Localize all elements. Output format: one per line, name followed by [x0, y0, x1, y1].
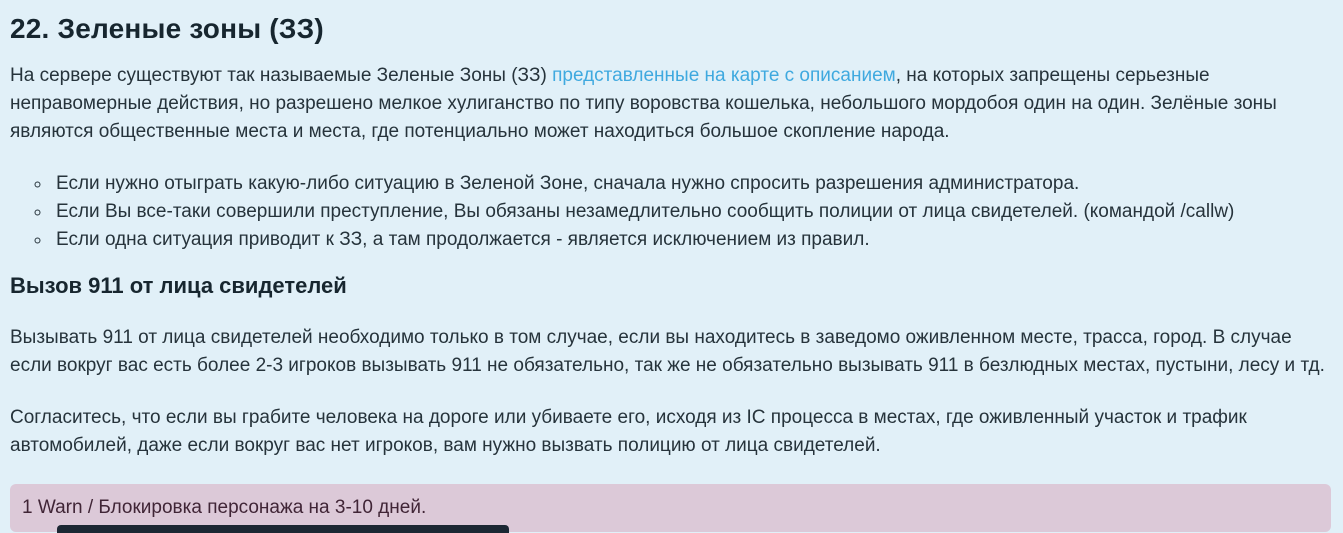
page-title: 22. Зеленые зоны (ЗЗ) [10, 13, 324, 44]
call-911-paragraph-1: Вызывать 911 от лица свидетелей необходимо только в том случае, если вы находитесь в заведомо оживленном месте, трасса, город. В случае если вокруг вас есть более 2-3 игроков вызывать 911 не обязательно, так же не обязательно вызывать 911 в безлюдных местах, пустыни, лесу и тд. [10, 327, 1325, 376]
partial-dark-element [57, 525, 509, 533]
rule-item-exception: ◦ Если одна ситуация приводит к ЗЗ, а там продолжается - является исключением из правил. [52, 226, 1331, 254]
intro-text-after-link: , на которых запрещены серьезные неправомерные действия, но разрешено мелкое хулиганство по типу воровства кошелька, небольшого мордобоя один на один. Зелёные зоны являются общественные места и места, где потенциально может находиться большое скопление народа. [10, 65, 1277, 142]
punishment-text: 1 Warn / Блокировка персонажа на 3-10 дней. [22, 497, 427, 518]
intro-text-before-link: На сервере существуют так называемые Зеленые Зоны (ЗЗ) [10, 65, 553, 86]
rule-item-report-crime: ◦ Если Вы все-таки совершили преступление, Вы обязаны незамедлительно сообщить полиции от лица свидетелей. (командой /callw) [52, 198, 1331, 226]
rule-item-admin-permission: ◦ Если нужно отыграть какую-либо ситуацию в Зеленой Зоне, сначала нужно спросить разрешения администратора. [52, 170, 1331, 198]
section-subheading: Вызов 911 от лица свидетелей [10, 273, 347, 298]
green-zone-rules-list [10, 170, 1331, 254]
map-description-link[interactable]: представленные на карте с описанием [552, 65, 896, 86]
intro-paragraph [10, 62, 1331, 146]
call-911-paragraph-2: Согласитесь, что если вы грабите человека на дороге или убиваете его, исходя из IC процесса в местах, где оживленный участок и трафик автомобилей, даже если вокруг вас нет игроков, вам нужно вызвать полицию от лица свидетелей. [10, 407, 1247, 456]
